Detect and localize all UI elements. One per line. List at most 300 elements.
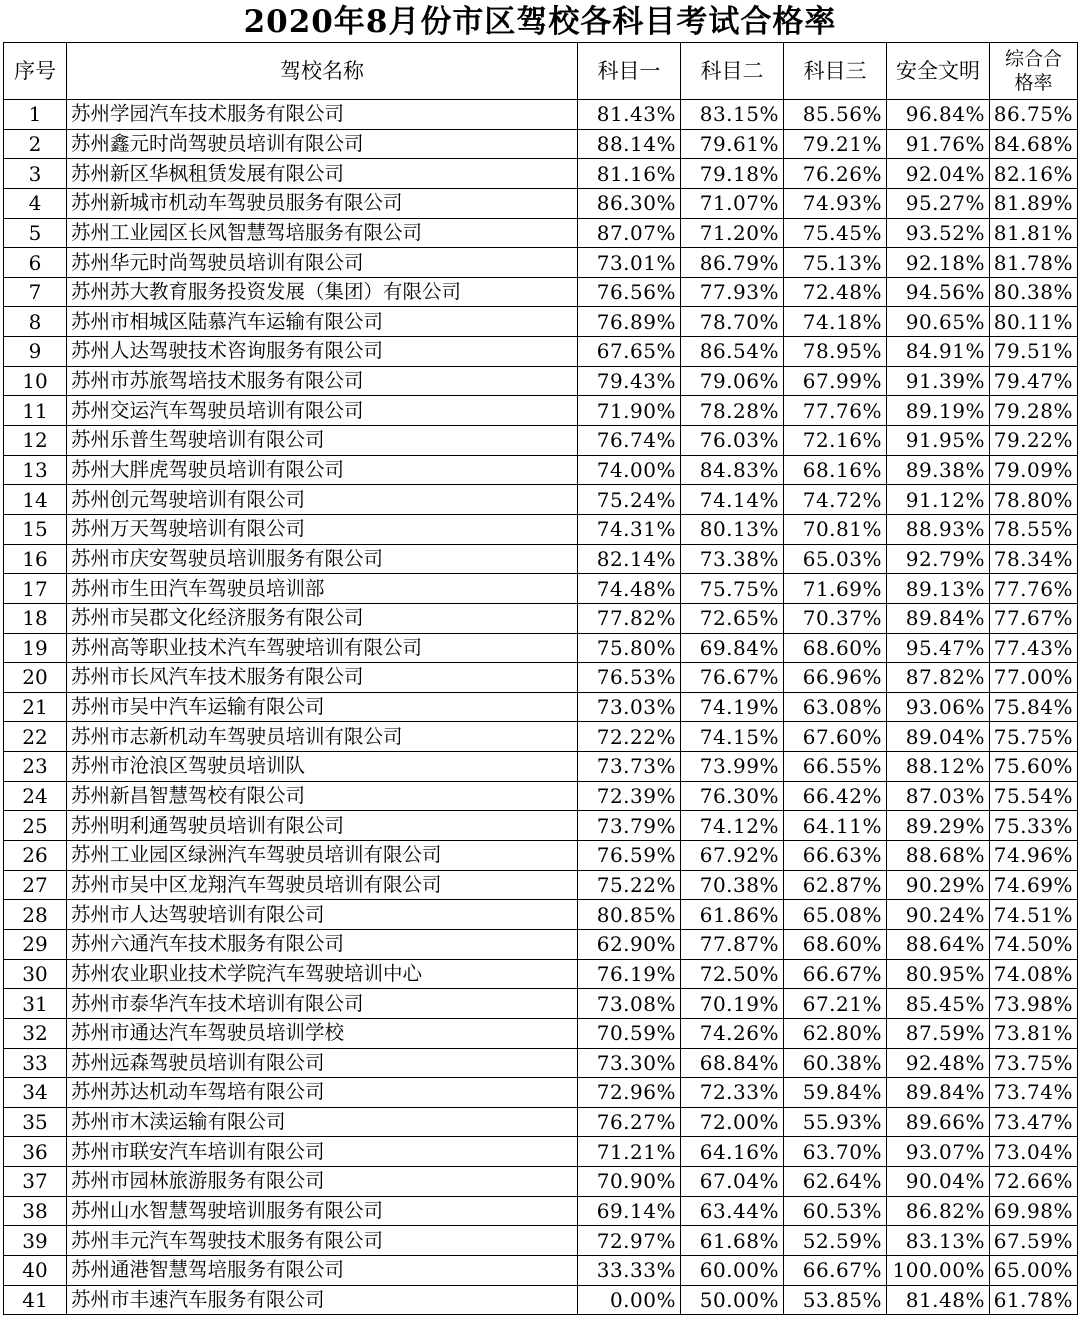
- total-rate: 75.60%: [990, 752, 1078, 782]
- table-row: [4, 1285, 1078, 1315]
- safety-rate: 89.84%: [887, 1078, 990, 1108]
- subject3-rate: 70.37%: [784, 603, 887, 633]
- row-index: 2: [4, 129, 67, 159]
- total-rate: 74.08%: [990, 959, 1078, 989]
- subject2-rate: 86.79%: [681, 248, 784, 278]
- row-index: 1: [4, 100, 67, 130]
- total-rate: 78.80%: [990, 485, 1078, 515]
- row-index: 26: [4, 841, 67, 871]
- school-name: 苏州学园汽车技术服务有限公司: [67, 100, 578, 130]
- subject1-rate: 72.39%: [578, 781, 681, 811]
- table-row: [4, 692, 1078, 722]
- table-row: [4, 989, 1078, 1019]
- subject1-rate: 71.21%: [578, 1137, 681, 1167]
- total-rate: 77.76%: [990, 574, 1078, 604]
- subject3-rate: 63.08%: [784, 692, 887, 722]
- total-rate: 79.09%: [990, 455, 1078, 485]
- row-index: 19: [4, 633, 67, 663]
- header-subject2: 科目二: [681, 43, 784, 100]
- school-name: 苏州市苏旅驾培技术服务有限公司: [67, 366, 578, 396]
- subject2-rate: 79.18%: [681, 159, 784, 189]
- subject1-rate: 81.16%: [578, 159, 681, 189]
- subject3-rate: 53.85%: [784, 1285, 887, 1315]
- table-row: [4, 752, 1078, 782]
- school-name: 苏州市长风汽车技术服务有限公司: [67, 663, 578, 693]
- total-rate: 74.69%: [990, 870, 1078, 900]
- row-index: 4: [4, 188, 67, 218]
- subject3-rate: 70.81%: [784, 514, 887, 544]
- subject1-rate: 73.08%: [578, 989, 681, 1019]
- subject2-rate: 76.03%: [681, 426, 784, 456]
- subject2-rate: 74.15%: [681, 722, 784, 752]
- subject1-rate: 88.14%: [578, 129, 681, 159]
- row-index: 13: [4, 455, 67, 485]
- school-name: 苏州交运汽车驾驶员培训有限公司: [67, 396, 578, 426]
- subject2-rate: 67.92%: [681, 841, 784, 871]
- safety-rate: 90.24%: [887, 900, 990, 930]
- table-row: [4, 218, 1078, 248]
- subject3-rate: 64.11%: [784, 811, 887, 841]
- row-index: 36: [4, 1137, 67, 1167]
- safety-rate: 85.45%: [887, 989, 990, 1019]
- total-rate: 74.50%: [990, 929, 1078, 959]
- total-rate: 82.16%: [990, 159, 1078, 189]
- pass-rate-table: [3, 42, 1078, 1315]
- subject3-rate: 77.76%: [784, 396, 887, 426]
- school-name: 苏州市吴中汽车运输有限公司: [67, 692, 578, 722]
- safety-rate: 89.38%: [887, 455, 990, 485]
- table-row: [4, 1226, 1078, 1256]
- table-row: [4, 781, 1078, 811]
- subject2-rate: 64.16%: [681, 1137, 784, 1167]
- safety-rate: 80.95%: [887, 959, 990, 989]
- total-rate: 79.51%: [990, 337, 1078, 367]
- school-name: 苏州市木渎运输有限公司: [67, 1107, 578, 1137]
- row-index: 7: [4, 277, 67, 307]
- subject1-rate: 81.43%: [578, 100, 681, 130]
- safety-rate: 100.00%: [887, 1255, 990, 1285]
- subject2-rate: 50.00%: [681, 1285, 784, 1315]
- total-rate: 78.55%: [990, 514, 1078, 544]
- row-index: 9: [4, 337, 67, 367]
- total-rate: 77.00%: [990, 663, 1078, 693]
- total-rate: 77.43%: [990, 633, 1078, 663]
- subject1-rate: 70.90%: [578, 1167, 681, 1197]
- row-index: 40: [4, 1255, 67, 1285]
- subject3-rate: 71.69%: [784, 574, 887, 604]
- header-total: [990, 43, 1078, 100]
- subject2-rate: 69.84%: [681, 633, 784, 663]
- subject2-rate: 73.38%: [681, 544, 784, 574]
- school-name: 苏州市相城区陆慕汽车运输有限公司: [67, 307, 578, 337]
- total-rate: 81.89%: [990, 188, 1078, 218]
- table-row: [4, 722, 1078, 752]
- school-name: 苏州乐普生驾驶培训有限公司: [67, 426, 578, 456]
- subject1-rate: 73.79%: [578, 811, 681, 841]
- school-name: 苏州市联安汽车培训有限公司: [67, 1137, 578, 1167]
- safety-rate: 87.82%: [887, 663, 990, 693]
- total-rate: 81.81%: [990, 218, 1078, 248]
- table-row: [4, 396, 1078, 426]
- table-row: [4, 603, 1078, 633]
- table-row: [4, 514, 1078, 544]
- safety-rate: 89.84%: [887, 603, 990, 633]
- subject1-rate: 76.19%: [578, 959, 681, 989]
- school-name: 苏州高等职业技术汽车驾驶培训有限公司: [67, 633, 578, 663]
- safety-rate: 96.84%: [887, 100, 990, 130]
- school-name: 苏州华元时尚驾驶员培训有限公司: [67, 248, 578, 278]
- subject1-rate: 76.53%: [578, 663, 681, 693]
- table-row: [4, 1255, 1078, 1285]
- total-rate: 79.47%: [990, 366, 1078, 396]
- subject3-rate: 55.93%: [784, 1107, 887, 1137]
- subject2-rate: 71.20%: [681, 218, 784, 248]
- table-row: [4, 307, 1078, 337]
- row-index: 31: [4, 989, 67, 1019]
- total-rate: 73.75%: [990, 1048, 1078, 1078]
- subject1-rate: 72.97%: [578, 1226, 681, 1256]
- subject1-rate: 73.03%: [578, 692, 681, 722]
- table-row: [4, 248, 1078, 278]
- safety-rate: 88.93%: [887, 514, 990, 544]
- table-row: [4, 1078, 1078, 1108]
- row-index: 27: [4, 870, 67, 900]
- school-name: 苏州市园林旅游服务有限公司: [67, 1167, 578, 1197]
- safety-rate: 93.52%: [887, 218, 990, 248]
- table-row: [4, 1018, 1078, 1048]
- total-rate: 79.28%: [990, 396, 1078, 426]
- subject2-rate: 73.99%: [681, 752, 784, 782]
- table-row: [4, 900, 1078, 930]
- total-rate: 67.59%: [990, 1226, 1078, 1256]
- row-index: 16: [4, 544, 67, 574]
- subject2-rate: 79.06%: [681, 366, 784, 396]
- row-index: 25: [4, 811, 67, 841]
- total-rate: 78.34%: [990, 544, 1078, 574]
- subject3-rate: 65.03%: [784, 544, 887, 574]
- subject1-rate: 76.59%: [578, 841, 681, 871]
- subject3-rate: 60.38%: [784, 1048, 887, 1078]
- subject1-rate: 0.00%: [578, 1285, 681, 1315]
- subject3-rate: 66.96%: [784, 663, 887, 693]
- header-name: 驾校名称: [67, 43, 578, 100]
- school-name: 苏州市通达汽车驾驶员培训学校: [67, 1018, 578, 1048]
- row-index: 41: [4, 1285, 67, 1315]
- table-row: [4, 870, 1078, 900]
- row-index: 12: [4, 426, 67, 456]
- subject1-rate: 67.65%: [578, 337, 681, 367]
- subject1-rate: 74.31%: [578, 514, 681, 544]
- subject1-rate: 75.80%: [578, 633, 681, 663]
- row-index: 34: [4, 1078, 67, 1108]
- table-row: [4, 633, 1078, 663]
- subject1-rate: 76.27%: [578, 1107, 681, 1137]
- safety-rate: 88.12%: [887, 752, 990, 782]
- subject2-rate: 72.50%: [681, 959, 784, 989]
- subject1-rate: 82.14%: [578, 544, 681, 574]
- total-rate: 75.33%: [990, 811, 1078, 841]
- total-rate: 72.66%: [990, 1167, 1078, 1197]
- subject2-rate: 72.65%: [681, 603, 784, 633]
- safety-rate: 92.79%: [887, 544, 990, 574]
- school-name: 苏州新昌智慧驾校有限公司: [67, 781, 578, 811]
- row-index: 8: [4, 307, 67, 337]
- safety-rate: 91.12%: [887, 485, 990, 515]
- school-name: 苏州新城市机动车驾驶员服务有限公司: [67, 188, 578, 218]
- subject3-rate: 60.53%: [784, 1196, 887, 1226]
- subject3-rate: 72.16%: [784, 426, 887, 456]
- subject3-rate: 52.59%: [784, 1226, 887, 1256]
- school-name: 苏州万天驾驶培训有限公司: [67, 514, 578, 544]
- safety-rate: 91.76%: [887, 129, 990, 159]
- subject3-rate: 63.70%: [784, 1137, 887, 1167]
- subject2-rate: 86.54%: [681, 337, 784, 367]
- subject1-rate: 72.22%: [578, 722, 681, 752]
- subject1-rate: 70.59%: [578, 1018, 681, 1048]
- row-index: 18: [4, 603, 67, 633]
- school-name: 苏州新区华枫租赁发展有限公司: [67, 159, 578, 189]
- safety-rate: 86.82%: [887, 1196, 990, 1226]
- school-name: 苏州市吴郡文化经济服务有限公司: [67, 603, 578, 633]
- subject3-rate: 76.26%: [784, 159, 887, 189]
- safety-rate: 92.04%: [887, 159, 990, 189]
- subject2-rate: 67.04%: [681, 1167, 784, 1197]
- header-total-line1: 综合合: [1004, 48, 1062, 70]
- subject1-rate: 79.43%: [578, 366, 681, 396]
- subject3-rate: 79.21%: [784, 129, 887, 159]
- row-index: 10: [4, 366, 67, 396]
- table-row: [4, 1196, 1078, 1226]
- school-name: 苏州市吴中区龙翔汽车驾驶员培训有限公司: [67, 870, 578, 900]
- safety-rate: 93.07%: [887, 1137, 990, 1167]
- row-index: 3: [4, 159, 67, 189]
- safety-rate: 90.29%: [887, 870, 990, 900]
- subject2-rate: 80.13%: [681, 514, 784, 544]
- table-row: [4, 959, 1078, 989]
- subject3-rate: 67.21%: [784, 989, 887, 1019]
- subject2-rate: 74.12%: [681, 811, 784, 841]
- school-name: 苏州苏大教育服务投资发展（集团）有限公司: [67, 277, 578, 307]
- school-name: 苏州创元驾驶培训有限公司: [67, 485, 578, 515]
- safety-rate: 90.65%: [887, 307, 990, 337]
- table-row: [4, 129, 1078, 159]
- subject3-rate: 66.63%: [784, 841, 887, 871]
- header-row: [4, 43, 1078, 100]
- school-name: 苏州鑫元时尚驾驶员培训有限公司: [67, 129, 578, 159]
- school-name: 苏州工业园区绿洲汽车驾驶员培训有限公司: [67, 841, 578, 871]
- subject3-rate: 62.80%: [784, 1018, 887, 1048]
- safety-rate: 89.29%: [887, 811, 990, 841]
- safety-rate: 88.64%: [887, 929, 990, 959]
- school-name: 苏州市丰速汽车服务有限公司: [67, 1285, 578, 1315]
- subject3-rate: 66.42%: [784, 781, 887, 811]
- row-index: 21: [4, 692, 67, 722]
- safety-rate: 92.48%: [887, 1048, 990, 1078]
- subject1-rate: 75.22%: [578, 870, 681, 900]
- subject1-rate: 76.56%: [578, 277, 681, 307]
- subject2-rate: 74.14%: [681, 485, 784, 515]
- subject1-rate: 73.01%: [578, 248, 681, 278]
- subject3-rate: 68.60%: [784, 633, 887, 663]
- subject1-rate: 75.24%: [578, 485, 681, 515]
- total-rate: 77.67%: [990, 603, 1078, 633]
- school-name: 苏州大胖虎驾驶员培训有限公司: [67, 455, 578, 485]
- subject1-rate: 77.82%: [578, 603, 681, 633]
- safety-rate: 89.13%: [887, 574, 990, 604]
- school-name: 苏州明利通驾驶员培训有限公司: [67, 811, 578, 841]
- table-row: [4, 277, 1078, 307]
- header-subject1: 科目一: [578, 43, 681, 100]
- subject1-rate: 69.14%: [578, 1196, 681, 1226]
- total-rate: 65.00%: [990, 1255, 1078, 1285]
- school-name: 苏州市沧浪区驾驶员培训队: [67, 752, 578, 782]
- school-name: 苏州远森驾驶员培训有限公司: [67, 1048, 578, 1078]
- subject3-rate: 74.72%: [784, 485, 887, 515]
- safety-rate: 81.48%: [887, 1285, 990, 1315]
- subject3-rate: 74.18%: [784, 307, 887, 337]
- subject2-rate: 61.68%: [681, 1226, 784, 1256]
- safety-rate: 87.59%: [887, 1018, 990, 1048]
- subject1-rate: 74.00%: [578, 455, 681, 485]
- school-name: 苏州六通汽车技术服务有限公司: [67, 929, 578, 959]
- total-rate: 73.98%: [990, 989, 1078, 1019]
- safety-rate: 94.56%: [887, 277, 990, 307]
- row-index: 33: [4, 1048, 67, 1078]
- subject2-rate: 72.33%: [681, 1078, 784, 1108]
- subject3-rate: 65.08%: [784, 900, 887, 930]
- subject3-rate: 75.45%: [784, 218, 887, 248]
- total-rate: 80.11%: [990, 307, 1078, 337]
- school-name: 苏州丰元汽车驾驶技术服务有限公司: [67, 1226, 578, 1256]
- subject1-rate: 73.30%: [578, 1048, 681, 1078]
- total-rate: 75.75%: [990, 722, 1078, 752]
- safety-rate: 87.03%: [887, 781, 990, 811]
- row-index: 15: [4, 514, 67, 544]
- row-index: 39: [4, 1226, 67, 1256]
- safety-rate: 89.04%: [887, 722, 990, 752]
- row-index: 23: [4, 752, 67, 782]
- subject3-rate: 75.13%: [784, 248, 887, 278]
- subject2-rate: 75.75%: [681, 574, 784, 604]
- subject1-rate: 80.85%: [578, 900, 681, 930]
- subject1-rate: 86.30%: [578, 188, 681, 218]
- table-row: [4, 426, 1078, 456]
- subject2-rate: 83.15%: [681, 100, 784, 130]
- subject1-rate: 72.96%: [578, 1078, 681, 1108]
- school-name: 苏州工业园区长风智慧驾培服务有限公司: [67, 218, 578, 248]
- subject3-rate: 67.60%: [784, 722, 887, 752]
- subject3-rate: 62.64%: [784, 1167, 887, 1197]
- table-row: [4, 841, 1078, 871]
- total-rate: 75.54%: [990, 781, 1078, 811]
- subject2-rate: 70.19%: [681, 989, 784, 1019]
- row-index: 28: [4, 900, 67, 930]
- row-index: 32: [4, 1018, 67, 1048]
- safety-rate: 91.95%: [887, 426, 990, 456]
- subject2-rate: 72.00%: [681, 1107, 784, 1137]
- total-rate: 61.78%: [990, 1285, 1078, 1315]
- table-row: [4, 485, 1078, 515]
- school-name: 苏州山水智慧驾驶培训服务有限公司: [67, 1196, 578, 1226]
- total-rate: 69.98%: [990, 1196, 1078, 1226]
- subject2-rate: 77.87%: [681, 929, 784, 959]
- safety-rate: 92.18%: [887, 248, 990, 278]
- subject1-rate: 33.33%: [578, 1255, 681, 1285]
- subject3-rate: 68.16%: [784, 455, 887, 485]
- table-row: [4, 337, 1078, 367]
- subject3-rate: 66.67%: [784, 959, 887, 989]
- subject3-rate: 67.99%: [784, 366, 887, 396]
- safety-rate: 95.47%: [887, 633, 990, 663]
- subject3-rate: 74.93%: [784, 188, 887, 218]
- table-row: [4, 811, 1078, 841]
- subject1-rate: 87.07%: [578, 218, 681, 248]
- subject1-rate: 76.89%: [578, 307, 681, 337]
- table-body: [4, 100, 1078, 1315]
- subject2-rate: 70.38%: [681, 870, 784, 900]
- subject1-rate: 73.73%: [578, 752, 681, 782]
- header-subject3: 科目三: [784, 43, 887, 100]
- subject3-rate: 78.95%: [784, 337, 887, 367]
- safety-rate: 88.68%: [887, 841, 990, 871]
- table-row: [4, 929, 1078, 959]
- total-rate: 79.22%: [990, 426, 1078, 456]
- table-row: [4, 1167, 1078, 1197]
- subject2-rate: 78.28%: [681, 396, 784, 426]
- total-rate: 73.74%: [990, 1078, 1078, 1108]
- row-index: 37: [4, 1167, 67, 1197]
- school-name: 苏州农业职业技术学院汽车驾驶培训中心: [67, 959, 578, 989]
- table-row: [4, 100, 1078, 130]
- subject3-rate: 66.55%: [784, 752, 887, 782]
- table-row: [4, 663, 1078, 693]
- subject3-rate: 66.67%: [784, 1255, 887, 1285]
- subject2-rate: 77.93%: [681, 277, 784, 307]
- row-index: 5: [4, 218, 67, 248]
- row-index: 29: [4, 929, 67, 959]
- row-index: 11: [4, 396, 67, 426]
- school-name: 苏州市志新机动车驾驶员培训有限公司: [67, 722, 578, 752]
- subject2-rate: 61.86%: [681, 900, 784, 930]
- total-rate: 84.68%: [990, 129, 1078, 159]
- total-rate: 80.38%: [990, 277, 1078, 307]
- safety-rate: 83.13%: [887, 1226, 990, 1256]
- row-index: 14: [4, 485, 67, 515]
- school-name: 苏州市泰华汽车技术培训有限公司: [67, 989, 578, 1019]
- safety-rate: 89.19%: [887, 396, 990, 426]
- subject1-rate: 76.74%: [578, 426, 681, 456]
- school-name: 苏州市人达驾驶培训有限公司: [67, 900, 578, 930]
- total-rate: 81.78%: [990, 248, 1078, 278]
- total-rate: 73.81%: [990, 1018, 1078, 1048]
- row-index: 17: [4, 574, 67, 604]
- subject2-rate: 68.84%: [681, 1048, 784, 1078]
- subject2-rate: 79.61%: [681, 129, 784, 159]
- row-index: 20: [4, 663, 67, 693]
- total-rate: 73.04%: [990, 1137, 1078, 1167]
- school-name: 苏州市生田汽车驾驶员培训部: [67, 574, 578, 604]
- row-index: 6: [4, 248, 67, 278]
- header-index: 序号: [4, 43, 67, 100]
- header-total-line2: 格率: [1014, 72, 1053, 94]
- subject2-rate: 60.00%: [681, 1255, 784, 1285]
- table-row: [4, 159, 1078, 189]
- subject2-rate: 74.19%: [681, 692, 784, 722]
- subject2-rate: 78.70%: [681, 307, 784, 337]
- subject2-rate: 71.07%: [681, 188, 784, 218]
- safety-rate: 95.27%: [887, 188, 990, 218]
- school-name: 苏州通港智慧驾培服务有限公司: [67, 1255, 578, 1285]
